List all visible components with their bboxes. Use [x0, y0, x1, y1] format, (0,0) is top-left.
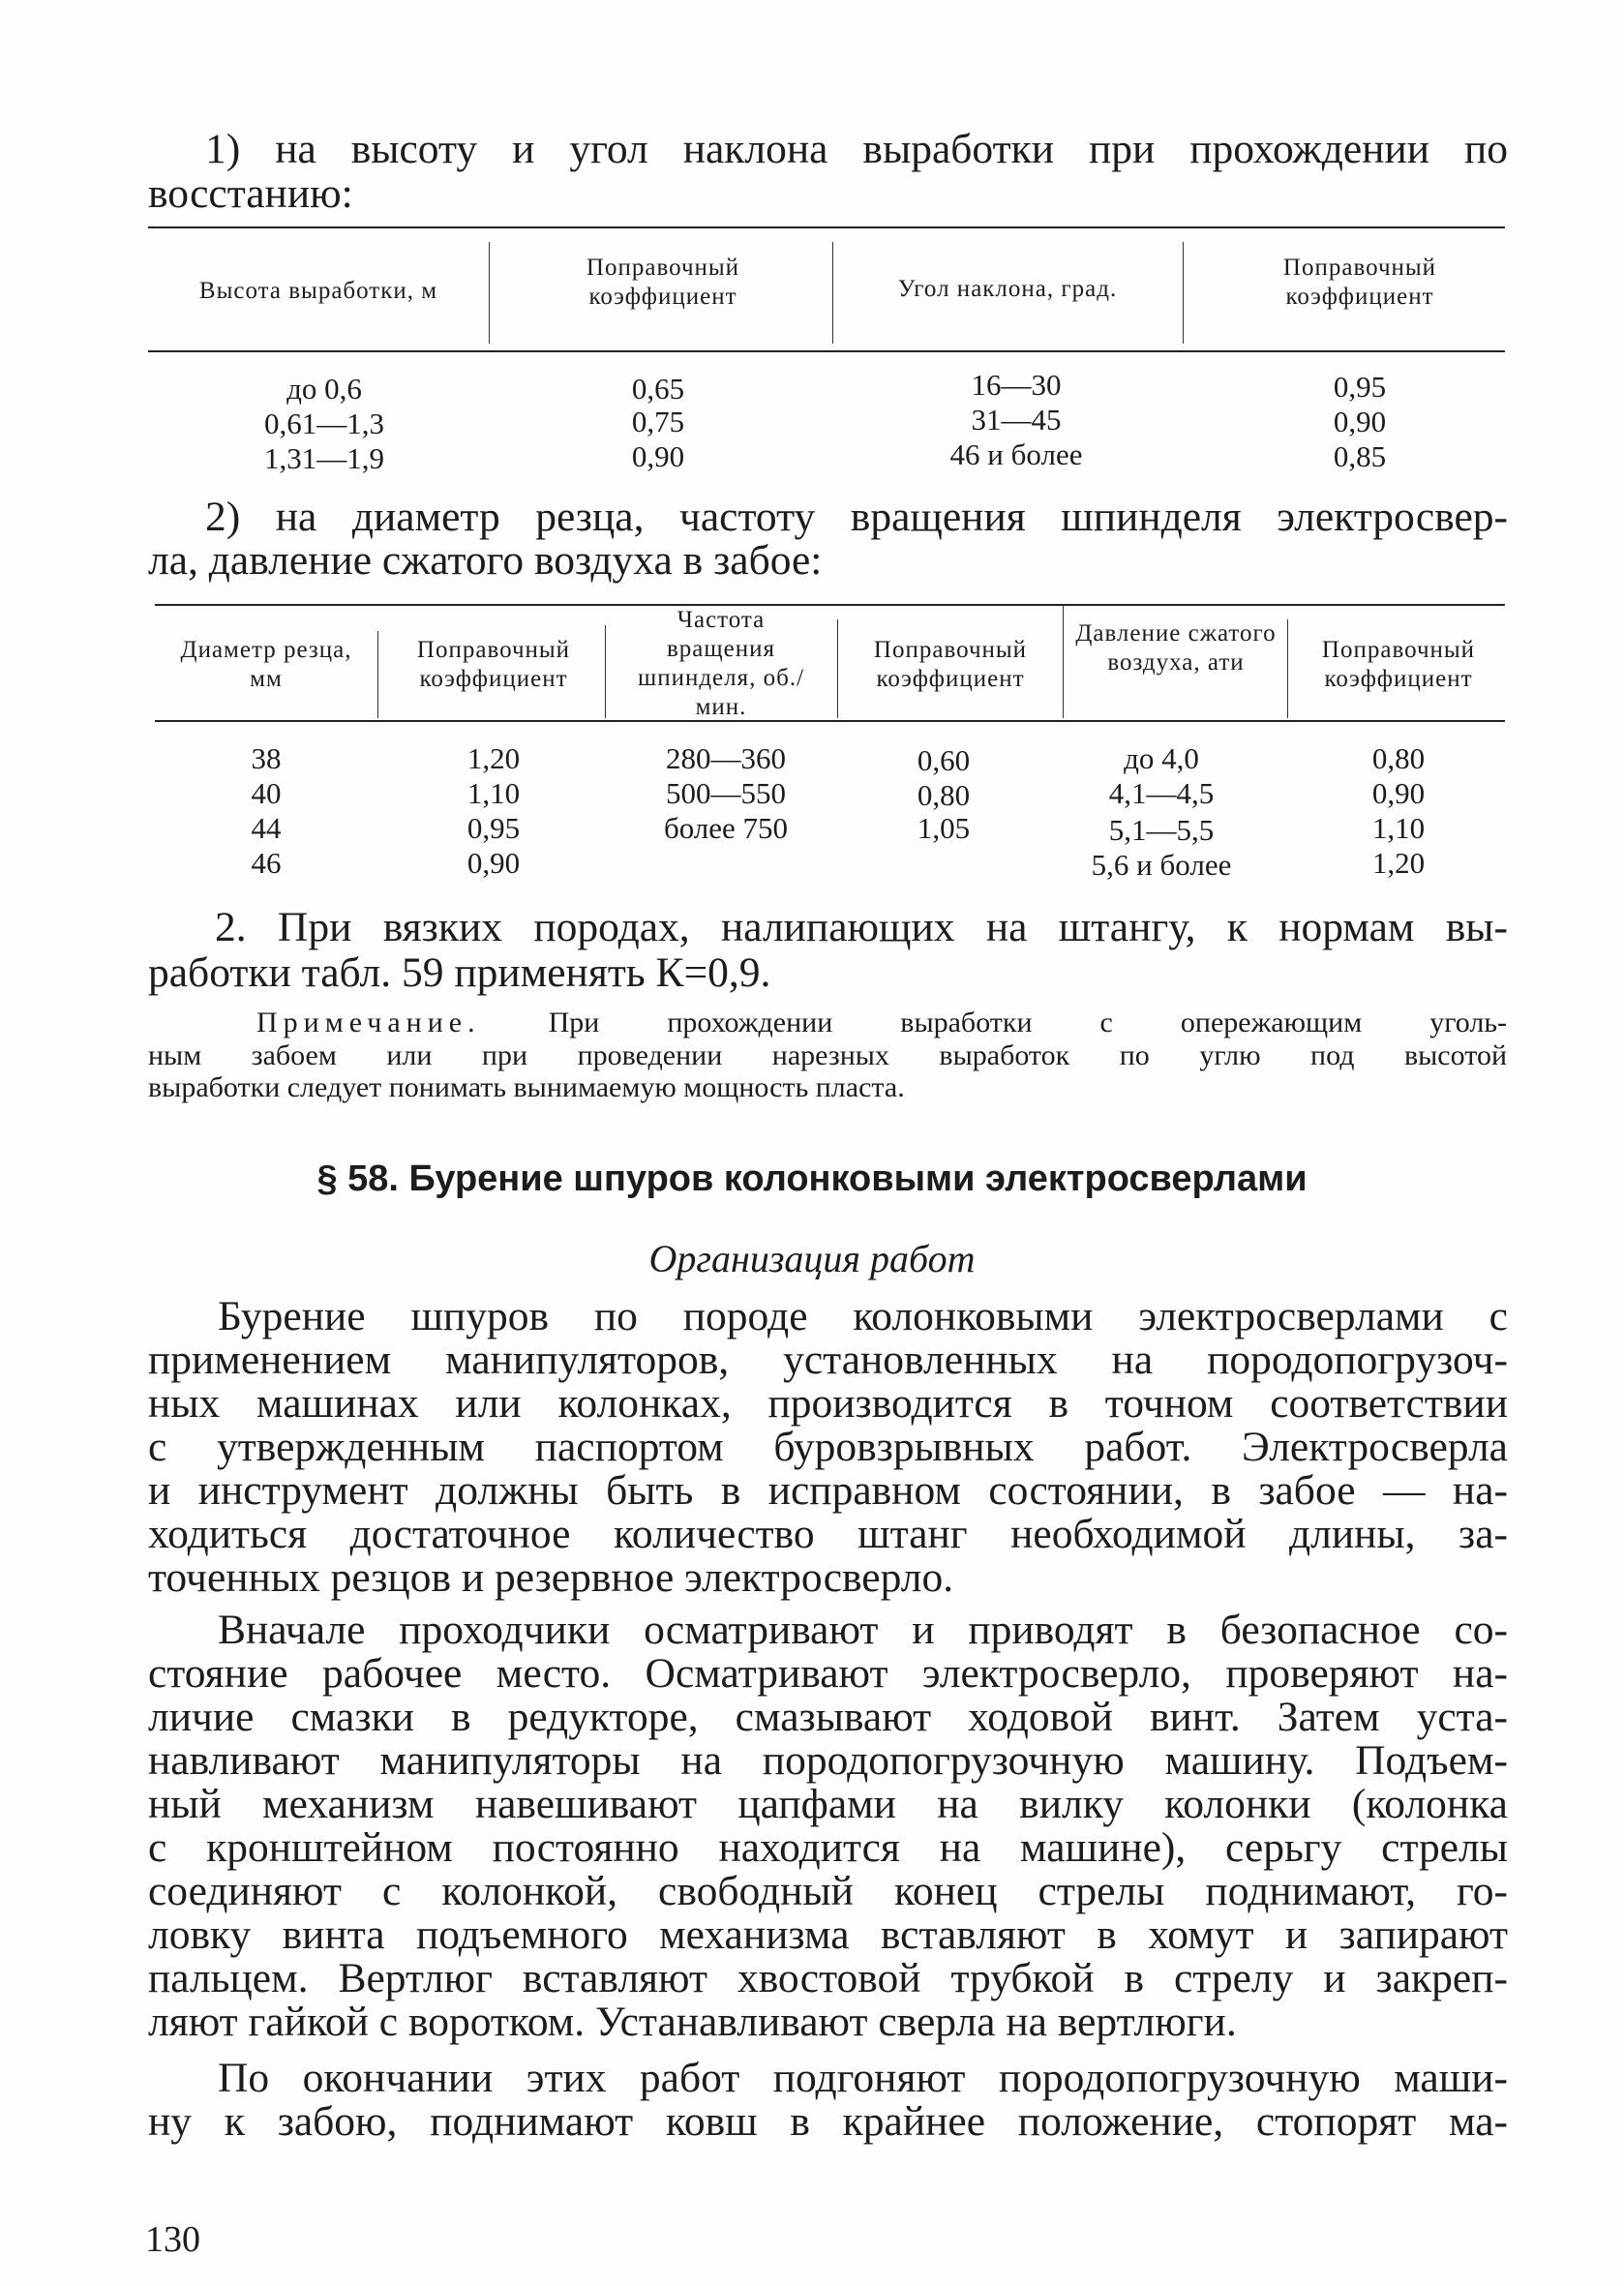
text-line: ходиться достаточное количество штанг необходимой длины, за- [148, 1511, 1508, 1557]
table-row-cell: 1,10 [1371, 811, 1426, 845]
table-row-cell: 0,65 [631, 372, 685, 406]
note-block [256, 1007, 1507, 1038]
text-line: пальцем. Вертлюг вставляют хвостовой трубкой в стрелу и закреп- [148, 1955, 1508, 2001]
table-row-cell: 0,80 [917, 778, 971, 812]
text-line: выработки следует понимать вынимаемую мощность пласта. [148, 1071, 905, 1103]
item-2-paragraph [215, 906, 1508, 949]
text-line: работки табл. 59 применять К=0,9. [148, 949, 771, 996]
text-line: с утвержденным паспортом буровзрывных работ. Электросверла [148, 1424, 1508, 1470]
body-paragraph-1 [148, 1295, 1508, 1600]
table-row-cell: 0,90 [631, 439, 685, 473]
table-row-cell: 280—360 [666, 741, 786, 775]
section-subtitle: Организация работ [648, 1237, 976, 1280]
text-line: Вначале проходчики осматривают и приводят в безопасное со- [218, 1607, 1508, 1653]
table-2-header: Давление сжатого воздуха, ати [1075, 620, 1277, 676]
table-row-cell: 5,1—5,5 [1108, 813, 1215, 847]
table-row-cell: 0,90 [1371, 776, 1426, 810]
table-row-cell: 0,80 [1371, 741, 1426, 775]
intro-paragraph-2 [205, 496, 1508, 539]
text-line: ла, давление сжатого воздуха в забое: [148, 537, 823, 584]
table-row-cell: 38 [251, 741, 282, 775]
table-row-cell: 40 [251, 776, 282, 810]
table-row-cell: 0,85 [1333, 439, 1387, 473]
table-2-header: Поправочный коэффициент [1321, 637, 1476, 692]
table-2-header: Поправочный коэффициент [873, 637, 1028, 692]
table-row-cell: 0,60 [917, 743, 971, 777]
text-line: точенных резцов и резервное электросверло. [148, 1554, 954, 1601]
note-block-cont [148, 1039, 1507, 1103]
table-row-cell: 500—550 [666, 776, 786, 810]
intro-paragraph-1-cont [148, 172, 1508, 216]
text-line: ляют гайкой с воротком. Устанавливают сверла на вертлюги. [148, 1999, 1237, 2045]
text-line: восстанию: [148, 170, 353, 217]
item-2-paragraph-cont [148, 951, 1508, 995]
table-row-cell: 0,95 [466, 811, 521, 845]
table-1-header: Поправочный коэффициент [586, 255, 740, 310]
text-line: По окончании этих работ подгоняют породопогрузочную маши- [218, 2055, 1508, 2101]
text-line: навливают манипуляторы на породопогрузочную машину. Подъем- [148, 1737, 1508, 1784]
table-row-cell: 44 [251, 811, 282, 845]
table-row-cell: 4,1—4,5 [1108, 776, 1215, 810]
table-row-cell: 1,20 [466, 741, 521, 775]
table-row-cell: до 4,0 [1124, 741, 1199, 775]
table-row-cell: 31—45 [971, 403, 1062, 436]
text-line: ным забоем или при проведении нарезных выработок по углю под высотой [148, 1039, 1507, 1071]
body-paragraph-2 [148, 1609, 1508, 2044]
text-line: ный механизм навешивают цапфами на вилку колонки (колонка [148, 1781, 1508, 1827]
table-row-cell: 0,90 [466, 846, 521, 880]
text-line: 2) на диаметр резца, частоту вращения шпинделя электросвер- [205, 494, 1508, 540]
text-line: стояние рабочее место. Осматривают электросверло, проверяют на- [148, 1650, 1508, 1697]
table-row-cell: более 750 [663, 811, 789, 845]
text-line: 1) на высоту и угол наклона выработки при прохождении по [205, 126, 1508, 172]
table-1-header: Поправочный коэффициент [1282, 255, 1437, 310]
table-row-cell: 1,31—1,9 [264, 441, 384, 475]
body-paragraph-3 [148, 2057, 1508, 2144]
table-row-cell: 0,90 [1333, 405, 1387, 438]
note-label: Примечание. [256, 1007, 481, 1038]
table-2-header: Частота вращения шпинделя, об./мин. [637, 607, 805, 720]
table-row-cell: 5,6 и более [1091, 848, 1232, 882]
text-line: ну к забою, поднимают ковш в крайнее положение, стопорят ма- [148, 2098, 1508, 2145]
table-row-cell: 46 [251, 846, 282, 880]
table-row-cell: 1,05 [917, 811, 971, 845]
table-row-cell: 1,10 [466, 776, 521, 810]
page-number: 130 [145, 2219, 200, 2260]
table-2-header: Поправочный коэффициент [416, 637, 571, 692]
table-row-cell: 46 и более [949, 437, 1083, 471]
table-1-header: Высота выработки, м [198, 278, 438, 304]
note-first-line [256, 1007, 1507, 1038]
table-row-cell: 0,61—1,3 [264, 406, 384, 440]
intro-paragraph-1 [205, 128, 1508, 171]
text-line: применением манипуляторов, установленных на породопогрузоч- [148, 1337, 1508, 1383]
table-2-header: Диаметр резца, мм [180, 637, 352, 692]
text-line: и инструмент должны быть в исправном состоянии, в забое — на- [148, 1467, 1508, 1514]
text-line: 2. При вязких породах, налипающих на штангу, к нормам вы- [215, 904, 1508, 950]
section-title: § 58. Бурение шпуров колонковыми электросверлами [316, 1158, 1308, 1199]
text-line: ных машинах или колонках, производится в точном соответствии [148, 1380, 1508, 1427]
intro-paragraph-2-cont [148, 539, 1508, 583]
text-line: соединяют с колонкой, свободный конец стрелы поднимают, го- [148, 1868, 1508, 1914]
table-row-cell: 0,95 [1333, 370, 1387, 404]
table-row-cell: до 0,6 [286, 372, 362, 406]
table-1-header: Угол наклона, град. [897, 276, 1118, 302]
text-line: личие смазки в редукторе, смазывают ходовой винт. Затем уста- [148, 1694, 1508, 1740]
table-row-cell: 0,75 [631, 405, 685, 438]
text-line: ловку винта подъемного механизма вставляют в хомут и запирают [148, 1911, 1508, 1958]
text-line: При прохождении выработки с опережающим уголь- [548, 1007, 1507, 1038]
text-line: Бурение шпуров по породе колонковыми электросверлами с [218, 1293, 1508, 1339]
table-row-cell: 16—30 [971, 368, 1062, 402]
text-line: с кронштейном постоянно находится на машине), серьгу стрелы [148, 1824, 1508, 1871]
table-row-cell: 1,20 [1371, 846, 1426, 880]
